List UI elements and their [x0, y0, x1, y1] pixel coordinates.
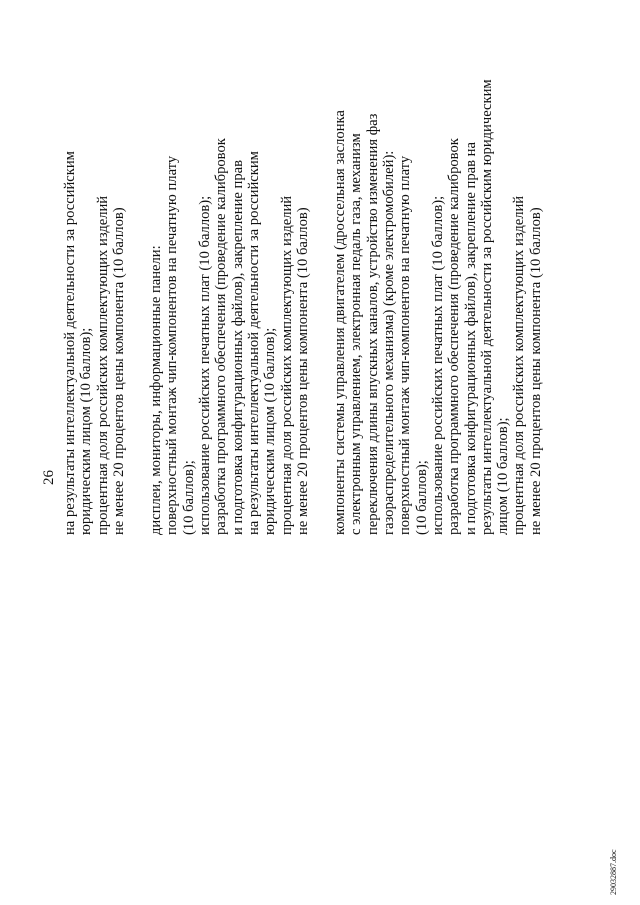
text-line: разработка программного обеспечения (проведение калибровок — [213, 138, 230, 535]
text-line: юридическим лицом (10 баллов); — [78, 327, 95, 535]
text-line: с электронным управлением, электронная педаль газа, механизм — [348, 133, 365, 535]
text-line: процентная доля российских комплектующих изделий — [278, 195, 295, 535]
text-line: разработка программного обеспечения (проведение калибровок — [446, 138, 463, 535]
text-line: на результаты интеллектуальной деятельности за российским — [62, 151, 78, 535]
text-line: юридическим лицом (10 баллов); — [262, 327, 279, 535]
text-line: не менее 20 процентов цены компонента (10 баллов) — [294, 207, 311, 535]
text-line: поверхностный монтаж чип-компонентов на печатную плату — [397, 155, 414, 535]
paragraph-block-1 — [62, 15, 127, 535]
text-line: (10 баллов); — [180, 460, 197, 535]
text-line: использование российских печатных плат (10 баллов); — [429, 195, 446, 535]
text-line: и подготовка конфигурационных файлов), закрепление прав на — [462, 142, 479, 535]
text-line: процентная доля российских комплектующих изделий — [511, 195, 528, 535]
text-line: и подготовка конфигурационных файлов), закрепление прав — [229, 160, 246, 535]
text-line: дисплеи, мониторы, информационные панели: — [148, 245, 165, 535]
document-body — [62, 15, 565, 535]
text-line: не менее 20 процентов цены компонента (10 баллов) — [527, 207, 544, 535]
text-line: использование российских печатных плат (10 баллов); — [197, 195, 214, 535]
page-number: 26 — [41, 470, 57, 485]
text-line: переключения длины впускных каналов, устройство изменения фаз — [364, 113, 381, 535]
document-id-footer: 29032887.doc — [609, 849, 618, 895]
text-line: газораспределительного механизма) (кроме электромобилей): — [381, 150, 398, 535]
text-line: на результаты интеллектуальной деятельности за российским — [245, 151, 262, 535]
text-line: лицом (10 баллов); — [495, 417, 512, 535]
paragraph-block-2 — [148, 15, 311, 535]
text-line: результаты интеллектуальной деятельности за российским юридическим — [478, 79, 495, 535]
text-line: (10 баллов); — [413, 460, 430, 535]
text-line: процентная доля российских комплектующих изделий — [94, 195, 111, 535]
text-line: не менее 20 процентов цены компонента (10 баллов) — [110, 207, 127, 535]
paragraph-block-3 — [332, 15, 544, 535]
text-line: компоненты системы управления двигателем (дроссельная заслонка — [332, 110, 349, 535]
text-line: поверхностный монтаж чип-компонентов на печатную плату — [164, 155, 181, 535]
